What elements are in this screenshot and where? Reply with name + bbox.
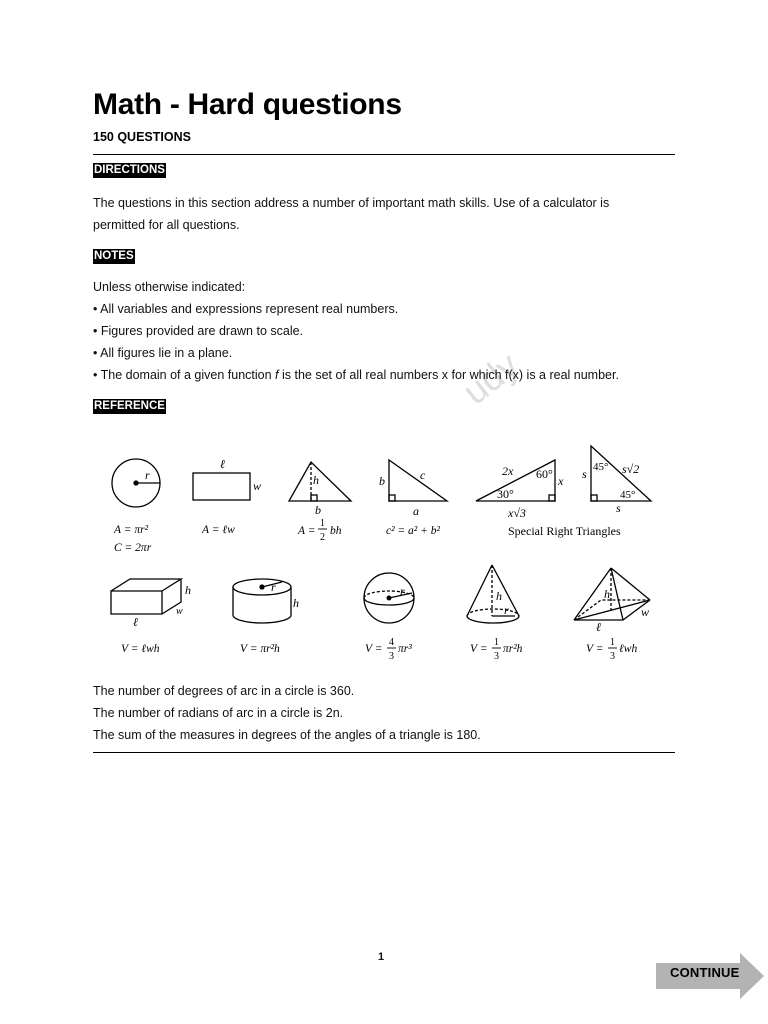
- notes-domain-prefix: • The domain of a given function: [93, 368, 276, 382]
- height-label: h: [313, 473, 319, 487]
- leg-a-label: a: [413, 504, 419, 518]
- cylinder-radius-label: r: [271, 580, 276, 594]
- sphere-figure: [364, 573, 414, 662]
- fact: The number of degrees of arc in a circle is 360.: [93, 684, 355, 698]
- reference-figures: [0, 440, 768, 670]
- pyramid-length-label: ℓ: [596, 620, 601, 634]
- directions-text: [93, 192, 675, 236]
- pyramid-width-label: w: [641, 605, 650, 619]
- triangle-area-prefix: A =: [298, 525, 316, 537]
- thirty-degree-label: 30°: [497, 487, 514, 501]
- base-label: b: [315, 503, 321, 517]
- fact: The sum of the measures in degrees of the angles of a triangle is 180.: [93, 728, 481, 742]
- notes-item: • Figures provided are drawn to scale.: [93, 324, 304, 338]
- rectangle-figure: [193, 457, 261, 536]
- right-triangle-figure: [379, 460, 447, 537]
- fraction-denominator: 2: [320, 532, 325, 543]
- forty-five-figure: [582, 446, 651, 515]
- reference-facts: [93, 680, 675, 746]
- cone-v-eq: V =: [470, 643, 488, 655]
- divider: [93, 752, 675, 753]
- fraction-numerator: 1: [320, 518, 325, 529]
- triangle-figure: [289, 462, 351, 543]
- cylinder-height-label: h: [293, 596, 299, 610]
- page-title: Math - Hard questions: [93, 88, 402, 121]
- sphere-fraction-numerator: 4: [389, 637, 394, 648]
- page-number: 1: [378, 951, 385, 963]
- notes-label: NOTES: [94, 250, 134, 262]
- continue-button[interactable]: [656, 953, 764, 999]
- leg-b-label: b: [379, 474, 385, 488]
- question-count: 150 QUESTIONS: [93, 130, 191, 144]
- directions-label: DIRECTIONS: [94, 164, 165, 176]
- width-label: w: [253, 479, 262, 493]
- watermark: udy: [455, 344, 526, 413]
- pyramid-v-eq: V =: [586, 643, 604, 655]
- forty-five-bottom-label: 45°: [620, 489, 636, 501]
- continue-label: CONTINUE: [670, 965, 740, 980]
- hypotenuse-label: c: [420, 468, 426, 482]
- box-length-label: ℓ: [133, 615, 138, 629]
- reference-label: REFERENCE: [94, 400, 165, 412]
- cone-volume-suffix: πr²h: [503, 643, 523, 655]
- pythagorean-formula: c² = a² + b²: [386, 525, 440, 537]
- triangle-area-suffix: bh: [330, 525, 342, 537]
- hypotenuse-2x-label: 2x: [502, 464, 514, 478]
- notes-item: [93, 364, 675, 386]
- forty-five-top-label: 45°: [593, 461, 609, 473]
- hypotenuse-s-root2-label: s√2: [622, 462, 640, 476]
- box-width-label: w: [176, 606, 183, 617]
- cylinder-figure: [233, 579, 299, 655]
- notes-text: [93, 276, 675, 386]
- sphere-fraction-denominator: 3: [389, 651, 394, 662]
- circle-circumference-formula: C = 2πr: [114, 542, 152, 554]
- pyramid-fraction-numerator: 1: [610, 637, 615, 648]
- cone-fraction-numerator: 1: [494, 637, 499, 648]
- circle-area-formula: A = πr²: [114, 524, 149, 536]
- vertical-leg-label: s: [582, 467, 587, 481]
- fact: The number of radians of arc in a circle is 2n.: [93, 706, 344, 720]
- short-leg-label: x: [558, 474, 564, 488]
- divider: [93, 154, 675, 155]
- cone-fraction-denominator: 3: [494, 651, 499, 662]
- directions-line: The questions in this section address a number of important math skills. Use of a calculator is: [93, 196, 610, 210]
- pyramid-height-label: h: [604, 587, 610, 601]
- notes-item: • All figures lie in a plane.: [93, 346, 233, 360]
- box-volume-formula: V = ℓwh: [121, 643, 160, 655]
- length-label: ℓ: [220, 457, 225, 471]
- rectangle-area-formula: A = ℓw: [202, 524, 235, 536]
- notes-domain-suffix: is the set of all real numbers x for which f(x) is a real number.: [278, 368, 619, 382]
- box-height-label: h: [185, 583, 191, 597]
- long-leg-label: x√3: [508, 506, 526, 520]
- base-leg-label: s: [616, 501, 621, 515]
- directions-line: permitted for all questions.: [93, 218, 240, 232]
- notes-intro: Unless otherwise indicated:: [93, 280, 246, 294]
- pyramid-volume-suffix: ℓwh: [619, 643, 638, 655]
- cone-figure: [467, 565, 523, 662]
- sphere-volume-suffix: πr³: [398, 643, 412, 655]
- notes-item: • All variables and expressions represent real numbers.: [93, 302, 399, 316]
- sixty-degree-label: 60°: [536, 467, 553, 481]
- cone-radius-label: r: [504, 603, 509, 617]
- sphere-v-eq: V =: [365, 643, 383, 655]
- sphere-radius-label: r: [400, 584, 405, 598]
- radius-label: r: [145, 468, 150, 482]
- cone-height-label: h: [496, 589, 502, 603]
- function-f: f: [275, 368, 279, 382]
- pyramid-figure: [574, 568, 650, 662]
- thirty-sixty-ninety-figure: [476, 460, 564, 520]
- special-right-triangles-caption: Special Right Triangles: [508, 524, 621, 538]
- cylinder-volume-formula: V = πr²h: [240, 643, 280, 655]
- circle-figure: [112, 459, 160, 554]
- box-figure: [111, 579, 191, 655]
- pyramid-fraction-denominator: 3: [610, 651, 615, 662]
